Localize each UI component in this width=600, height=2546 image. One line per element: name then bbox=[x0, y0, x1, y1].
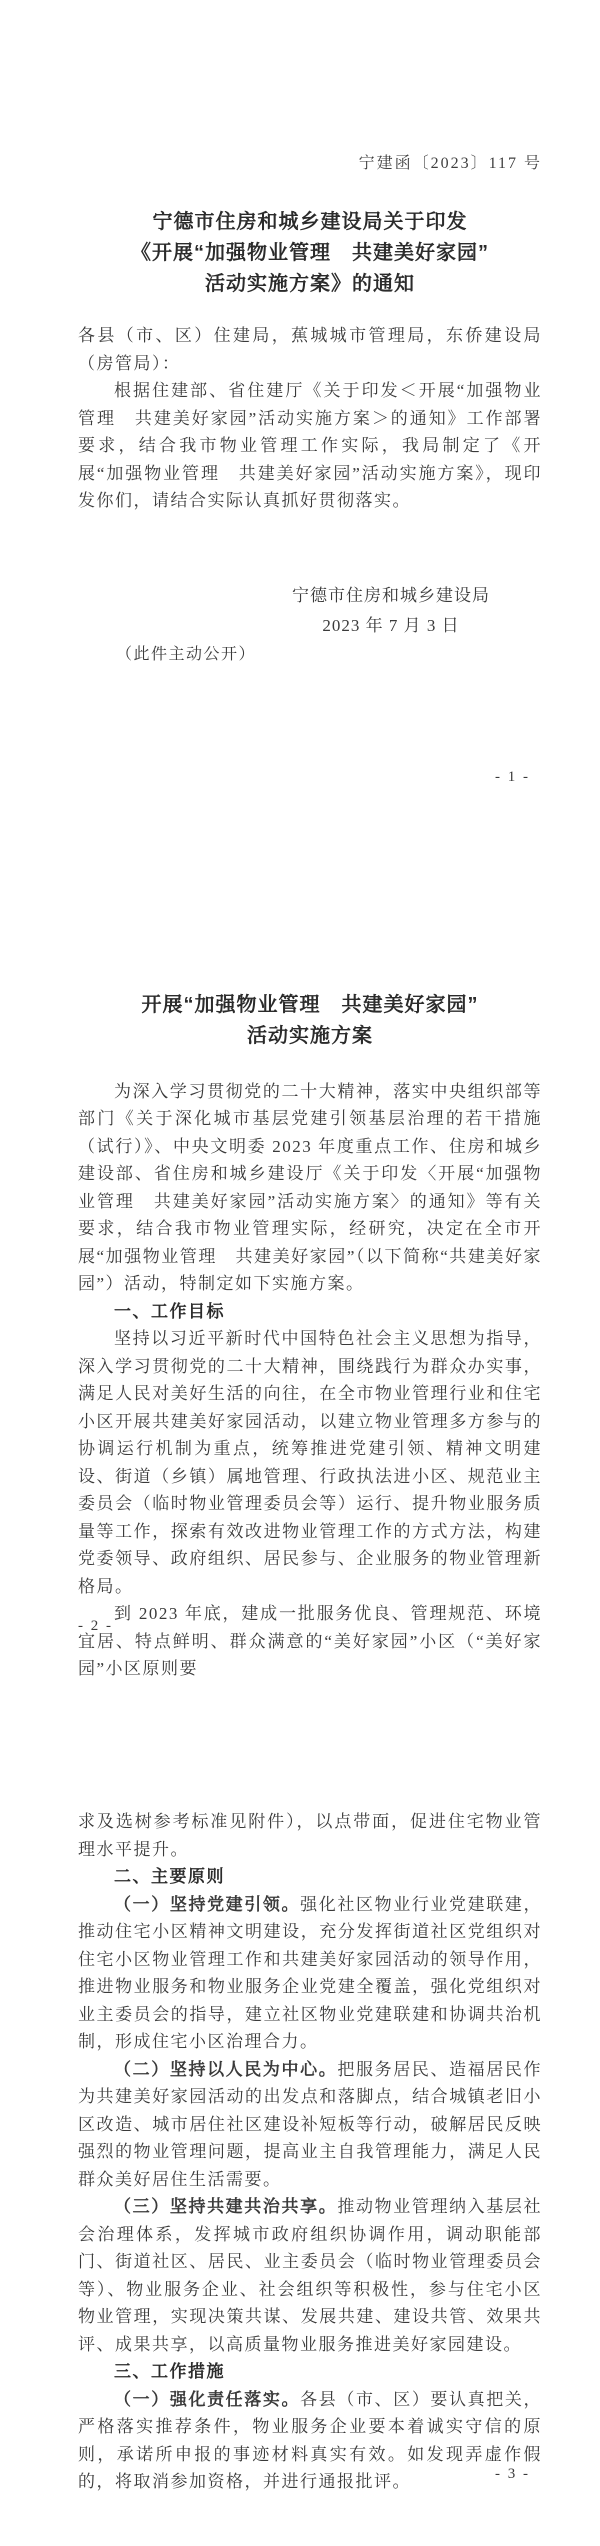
paragraph-text: 根据住建部、省住建厅《关于印发＜开展“加强物业管理 共建美好家园”活动实施方案＞的通知》工作部署要求，结合我市物业管理工作实际，我局制定了《开展“加强物业管理 共建美好家园”活动实施方案》，现印发你们，请结合实际认真抓好贯彻落实。 bbox=[78, 381, 542, 510]
section-heading: 二、主要原则 bbox=[114, 1867, 225, 1887]
paragraph-text: 各县（市、区）住建局，蕉城城市管理局，东侨建设局（房管局）： bbox=[78, 326, 542, 373]
paragraph-lead: （一）坚持党建引领。 bbox=[114, 1894, 301, 1914]
page-number: - 3 - bbox=[495, 2466, 530, 2483]
paragraph bbox=[78, 1600, 542, 1683]
paragraph-text: 为深入学习贯彻党的二十大精神，落实中央组织部等部门《关于深化城市基层党建引领基层治理的若干措施（试行）》、中央文明委 2023 年度重点工作、住房和城乡建设部、省住房和城乡建设厅《关于印发〈开展“加强物业管理 共建美好家园”活动实施方案〉的通知》等有关要求，结合我市物业管理实际，经研究，决定在全市开展“加强物业管理 共建美好家园”（以下简称“共建美好家园”）活动，特制定如下实施方案。 bbox=[78, 1081, 542, 1294]
doc-title bbox=[78, 207, 542, 300]
paragraph-text: 各县（市、区）要认真把关，严格落实推荐条件，物业服务企业要本着诚实守信的原则，承诺所申报的事迹材料真实有效。如发现弄虚作假的，将取消参加资格，并进行通报批评。 bbox=[78, 2389, 543, 2492]
paragraph-text: 强化社区物业行业党建联建，推动住宅小区精神文明建设，充分发挥街道社区党组织对住宅小区物业管理工作和共建美好家园活动的领导作用，推进物业服务和物业服务企业党建全覆盖，强化党组织对业主委员会的指导，建立社区物业党建联建和协调共治机制，形成住宅小区治理合力。 bbox=[78, 1894, 543, 2052]
plan-title bbox=[78, 990, 542, 1052]
doc-number: 宁建函〔2023〕117 号 bbox=[358, 155, 542, 172]
section-heading: 三、工作措施 bbox=[114, 2362, 225, 2382]
issue-date: 2023 年 7 月 3 日 bbox=[322, 615, 460, 635]
page-2 bbox=[0, 849, 600, 1698]
paragraph-lead: （二）坚持以人民为中心。 bbox=[114, 2059, 338, 2079]
public-disclosure-note: （此件主动公开） bbox=[116, 645, 257, 663]
paragraph bbox=[78, 2386, 542, 2496]
title-line: 开展“加强物业管理 共建美好家园” bbox=[141, 993, 479, 1016]
paragraph bbox=[78, 1891, 542, 2056]
paragraph bbox=[78, 1078, 542, 1298]
page-1 bbox=[0, 0, 600, 849]
paragraph-text: 把服务居民、造福居民作为共建美好家园活动的出发点和落脚点，结合城镇老旧小区改造、城市居住社区建设补短板等行动，破解居民反映强烈的物业管理问题，提高业主自我管理能力，满足人民群众美好居住生活需要。 bbox=[78, 2059, 543, 2189]
paragraph-text: 推动物业管理纳入基层社会治理体系，发挥城市政府组织协调作用，调动职能部门、街道社区、居民、业主委员会（临时物业管理委员会等）、物业服务企业、社会组织等积极性，参与住宅小区物业管理，实现决策共谋、发展共建、建设共管、效果共评、成果共享，以高质量物业服务推进美好家园建设。 bbox=[78, 2197, 543, 2354]
paragraph bbox=[78, 2193, 542, 2358]
page-number: - 1 - bbox=[495, 769, 530, 785]
paragraph-text: 坚持以习近平新时代中国特色社会主义思想为指导，深入学习贯彻党的二十大精神，围绕践行为群众办实事，满足人民对美好生活的向往，在全市物业管理行业和住宅小区开展共建美好家园活动，以建立物业管理多方参与的协调运行机制为重点，统筹推进党建引领、精神文明建设、街道（乡镇）属地管理、行政执法进小区、规范业主委员会（临时物业管理委员会等）运行、提升物业服务质量等工作，探索有效改进物业管理工作的方式方法，构建党委领导、政府组织、居民参与、企业服务的物业管理新格局。 bbox=[78, 1329, 542, 1596]
paragraph bbox=[78, 322, 542, 377]
title-line: 宁德市住房和城乡建设局关于印发 bbox=[152, 211, 468, 233]
section-heading: 一、工作目标 bbox=[114, 1301, 225, 1321]
paragraph bbox=[78, 377, 542, 515]
signature-block bbox=[78, 581, 542, 641]
title-line: 活动实施方案 bbox=[247, 1024, 373, 1047]
paragraph bbox=[78, 1325, 542, 1600]
title-line: 《开展“加强物业管理 共建美好家园” bbox=[131, 242, 489, 264]
paragraph-text: 到 2023 年底，建成一批服务优良、管理规范、环境宜居、特点鲜明、群众满意的“美好家园”小区（“美好家园”小区原则要 bbox=[78, 1604, 542, 1679]
paragraph bbox=[78, 2056, 542, 2194]
title-line: 活动实施方案》的通知 bbox=[205, 273, 415, 295]
issuing-authority: 宁德市住房和城乡建设局 bbox=[292, 585, 490, 605]
page-3 bbox=[0, 1697, 600, 2546]
signature-inner bbox=[292, 581, 490, 641]
paragraph-text: 求及选树参考标准见附件），以点带面，促进住宅物业管理水平提升。 bbox=[78, 1812, 542, 1859]
paragraph-lead: （三）坚持共建共治共享。 bbox=[114, 2197, 338, 2217]
paragraph bbox=[78, 1808, 542, 1863]
paragraph-lead: （一）强化责任落实。 bbox=[114, 2389, 301, 2409]
page-number: - 2 - bbox=[78, 1617, 113, 1634]
